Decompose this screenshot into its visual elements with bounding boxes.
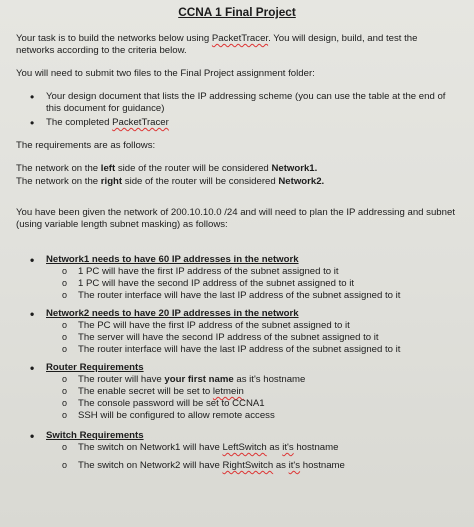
- emphasis-left: left: [100, 163, 116, 174]
- letmein-term: letmein: [212, 386, 244, 397]
- switch-heading: • Switch Requirements: [30, 430, 144, 442]
- submit-paragraph: You will need to submit two files to the Final Project assignment folder:: [16, 68, 315, 79]
- network2-item-2: o The server will have the second IP address of the subnet assigned to it: [62, 332, 468, 344]
- text: side of the router will be considered: [122, 176, 279, 187]
- switch-item-1: [62, 442, 468, 454]
- text: The switch on Network1 will have: [78, 442, 223, 453]
- network1-item-1: o 1 PC will have the first IP address of the subnet assigned to it: [62, 266, 468, 278]
- network1-heading: • Network1 needs to have 60 IP addresses in the network: [30, 254, 299, 266]
- bullet-packettracer: [30, 117, 456, 129]
- requirements-heading: The requirements are as follows:: [16, 140, 156, 151]
- router-item-4: o SSH will be configured to allow remote access: [62, 410, 468, 422]
- router-heading: • Router Requirements: [30, 362, 144, 374]
- bullet-design-document: • Your design document that lists the IP addressing scheme (you can use the table at the end of this document for guidance): [30, 91, 456, 115]
- text: hostname: [293, 442, 339, 453]
- network2-definition: [16, 176, 456, 188]
- text: The enable secret will be set to: [78, 386, 213, 397]
- rightswitch-term: RightSwitch: [222, 460, 274, 471]
- intro-paragraph: [16, 33, 456, 57]
- text: as: [266, 442, 283, 453]
- its-term: it's: [282, 442, 294, 453]
- emphasis-first-name: your first name: [164, 374, 234, 385]
- text: side of the router will be considered: [115, 163, 272, 174]
- intro-text-end: . You will design, build, and test the networks according to the criteria below.: [16, 33, 418, 57]
- emphasis-right: right: [100, 176, 123, 187]
- packettracer-term: PacketTracer: [211, 33, 269, 44]
- switch-item-2: [62, 460, 468, 472]
- text: The network on the: [16, 163, 101, 174]
- router-item-2: [62, 386, 468, 398]
- network1-item-2: o 1 PC will have the second IP address of the subnet assigned to it: [62, 278, 468, 290]
- text: hostname: [300, 460, 345, 471]
- page-title: CCNA 1 Final Project: [178, 5, 296, 19]
- text: The switch on Network2 will have: [78, 460, 223, 471]
- packettracer-term: PacketTracer: [112, 117, 169, 128]
- text: The network on the: [16, 176, 101, 187]
- addressing-paragraph: You have been given the network of 200.10.10.0 /24 and will need to plan the IP addressing and subnet (using variable length subnet masking) as follows:: [16, 207, 455, 231]
- network2-item-1: o The PC will have the first IP address of the subnet assigned to it: [62, 320, 468, 332]
- text: The router will have: [78, 374, 165, 385]
- network1-item-3: o The router interface will have the last IP address of the subnet assigned to it: [62, 290, 468, 302]
- its-term: it's: [288, 460, 301, 471]
- intro-text: Your task is to build the networks below using: [16, 33, 212, 44]
- network2-heading: • Network2 needs to have 20 IP addresses in the network: [30, 308, 299, 320]
- bullet-text: The completed: [46, 117, 113, 128]
- router-item-3: o The console password will be set to CCNA1: [62, 398, 468, 410]
- network2-item-3: o The router interface will have the last IP address of the subnet assigned to it: [62, 344, 468, 356]
- text: as it's hostname: [233, 374, 306, 385]
- router-item-1: [62, 374, 468, 386]
- network1-definition: [16, 163, 456, 175]
- emphasis-network1: Network1.: [271, 163, 318, 174]
- text: as: [273, 460, 289, 471]
- leftswitch-term: LeftSwitch: [222, 442, 267, 453]
- emphasis-network2: Network2.: [278, 176, 325, 187]
